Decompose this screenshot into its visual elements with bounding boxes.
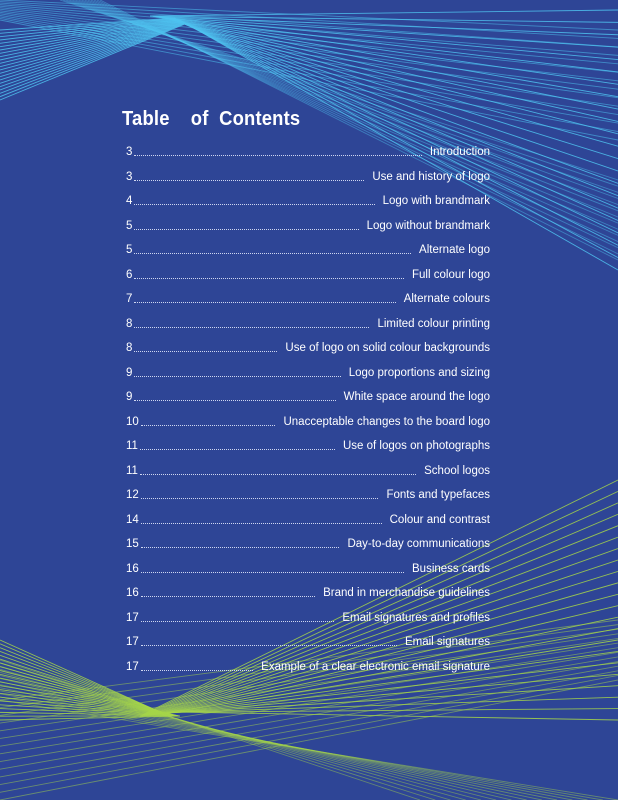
toc-page-number: 16 <box>126 562 139 575</box>
toc-page-number: 14 <box>126 513 139 526</box>
toc-entry[interactable] <box>126 440 494 465</box>
toc-page-number: 10 <box>126 415 139 428</box>
toc-entry-label: Logo proportions and sizing <box>348 366 490 379</box>
toc-dot-leader <box>134 253 411 254</box>
toc-entry-label: Day-to-day communications <box>347 538 490 550</box>
toc-entry[interactable] <box>126 661 494 686</box>
toc-entry[interactable] <box>126 269 494 294</box>
toc-page-number: 11 <box>126 464 138 477</box>
toc-entry[interactable] <box>126 489 494 514</box>
toc-dot-leader <box>134 376 340 377</box>
toc-entry[interactable] <box>126 587 494 612</box>
toc-entry-label: Limited colour printing <box>377 317 490 330</box>
toc-dot-leader <box>134 327 369 328</box>
toc-page-number: 11 <box>126 440 138 452</box>
toc-title: Table of Contents <box>122 108 301 130</box>
toc-entry[interactable] <box>126 563 494 588</box>
toc-dot-leader <box>134 400 335 401</box>
toc-dot-leader <box>134 204 374 205</box>
toc-page-number: 17 <box>126 636 139 648</box>
toc-page-number: 4 <box>126 195 133 207</box>
toc-entry-label: Email signatures <box>404 636 490 648</box>
toc-entry-label: School logos <box>424 464 490 477</box>
toc-dot-leader <box>141 523 382 524</box>
toc-entry[interactable] <box>126 367 494 392</box>
toc-entry[interactable] <box>126 342 494 367</box>
toc-dot-leader <box>141 645 397 646</box>
toc-dot-leader <box>134 180 364 181</box>
toc-dot-leader <box>140 449 335 450</box>
toc-page-number: 5 <box>126 244 133 256</box>
toc-entry[interactable] <box>126 538 494 563</box>
toc-entry-label: Logo with brandmark <box>382 195 490 207</box>
toc-dot-leader <box>141 572 404 573</box>
toc-page-number: 3 <box>126 170 133 183</box>
toc-dot-leader <box>141 425 276 426</box>
toc-page-number: 17 <box>126 660 139 673</box>
toc-entry[interactable] <box>126 318 494 343</box>
toc-entry-label: Brand in merchandise guidelines <box>323 587 490 599</box>
toc-entry[interactable] <box>126 465 494 490</box>
toc-page-number: 16 <box>126 587 139 599</box>
toc-entry[interactable] <box>126 636 494 661</box>
toc-entry[interactable] <box>126 293 494 318</box>
toc-page-number: 17 <box>126 611 139 624</box>
toc-page-number: 9 <box>126 391 133 403</box>
toc-list <box>126 146 494 685</box>
toc-entry-label: Alternate colours <box>403 293 490 305</box>
toc-dot-leader <box>134 155 421 156</box>
toc-entry-label: Use of logos on photographs <box>342 440 490 452</box>
toc-dot-leader <box>134 278 404 279</box>
toc-entry[interactable] <box>126 416 494 441</box>
toc-dot-leader <box>141 670 253 671</box>
toc-dot-leader <box>141 498 379 499</box>
toc-entry[interactable] <box>126 514 494 539</box>
toc-entry-label: Example of a clear electronic email signature <box>261 660 490 673</box>
toc-entry-label: Full colour logo <box>412 268 490 281</box>
toc-entry[interactable] <box>126 146 494 171</box>
toc-page-number: 8 <box>126 317 133 330</box>
toc-page-number: 12 <box>126 489 139 501</box>
toc-entry[interactable] <box>126 220 494 245</box>
toc-entry-label: Business cards <box>412 562 490 575</box>
toc-page-number: 5 <box>126 219 133 232</box>
toc-page-number: 15 <box>126 538 139 550</box>
toc-page-number: 7 <box>126 293 133 305</box>
toc-entry-label: White space around the logo <box>343 391 490 403</box>
toc-entry-label: Introduction <box>429 146 490 158</box>
toc-page-number: 3 <box>126 146 133 158</box>
toc-page-number: 8 <box>126 342 133 354</box>
toc-dot-leader <box>141 596 315 597</box>
toc-entry[interactable] <box>126 195 494 220</box>
toc-dot-leader <box>134 302 395 303</box>
toc-entry-label: Use of logo on solid colour backgrounds <box>285 342 490 354</box>
toc-entry-label: Colour and contrast <box>389 513 490 526</box>
toc-dot-leader <box>134 351 277 352</box>
toc-entry[interactable] <box>126 391 494 416</box>
toc-entry-label: Logo without brandmark <box>366 219 490 232</box>
toc-dot-leader <box>134 229 358 230</box>
toc-dot-leader <box>140 474 416 475</box>
toc-entry[interactable] <box>126 171 494 196</box>
toc-entry[interactable] <box>126 244 494 269</box>
toc-dot-leader <box>141 547 340 548</box>
toc-entry-label: Unacceptable changes to the board logo <box>283 415 490 428</box>
toc-entry-label: Email signatures and profiles <box>342 611 490 624</box>
toc-dot-leader <box>141 621 335 622</box>
toc-page-number: 9 <box>126 366 133 379</box>
toc-page-number: 6 <box>126 268 133 281</box>
toc-entry[interactable] <box>126 612 494 637</box>
toc-entry-label: Alternate logo <box>419 244 490 256</box>
toc-entry-label: Use and history of logo <box>372 170 490 183</box>
toc-entry-label: Fonts and typefaces <box>386 489 490 501</box>
